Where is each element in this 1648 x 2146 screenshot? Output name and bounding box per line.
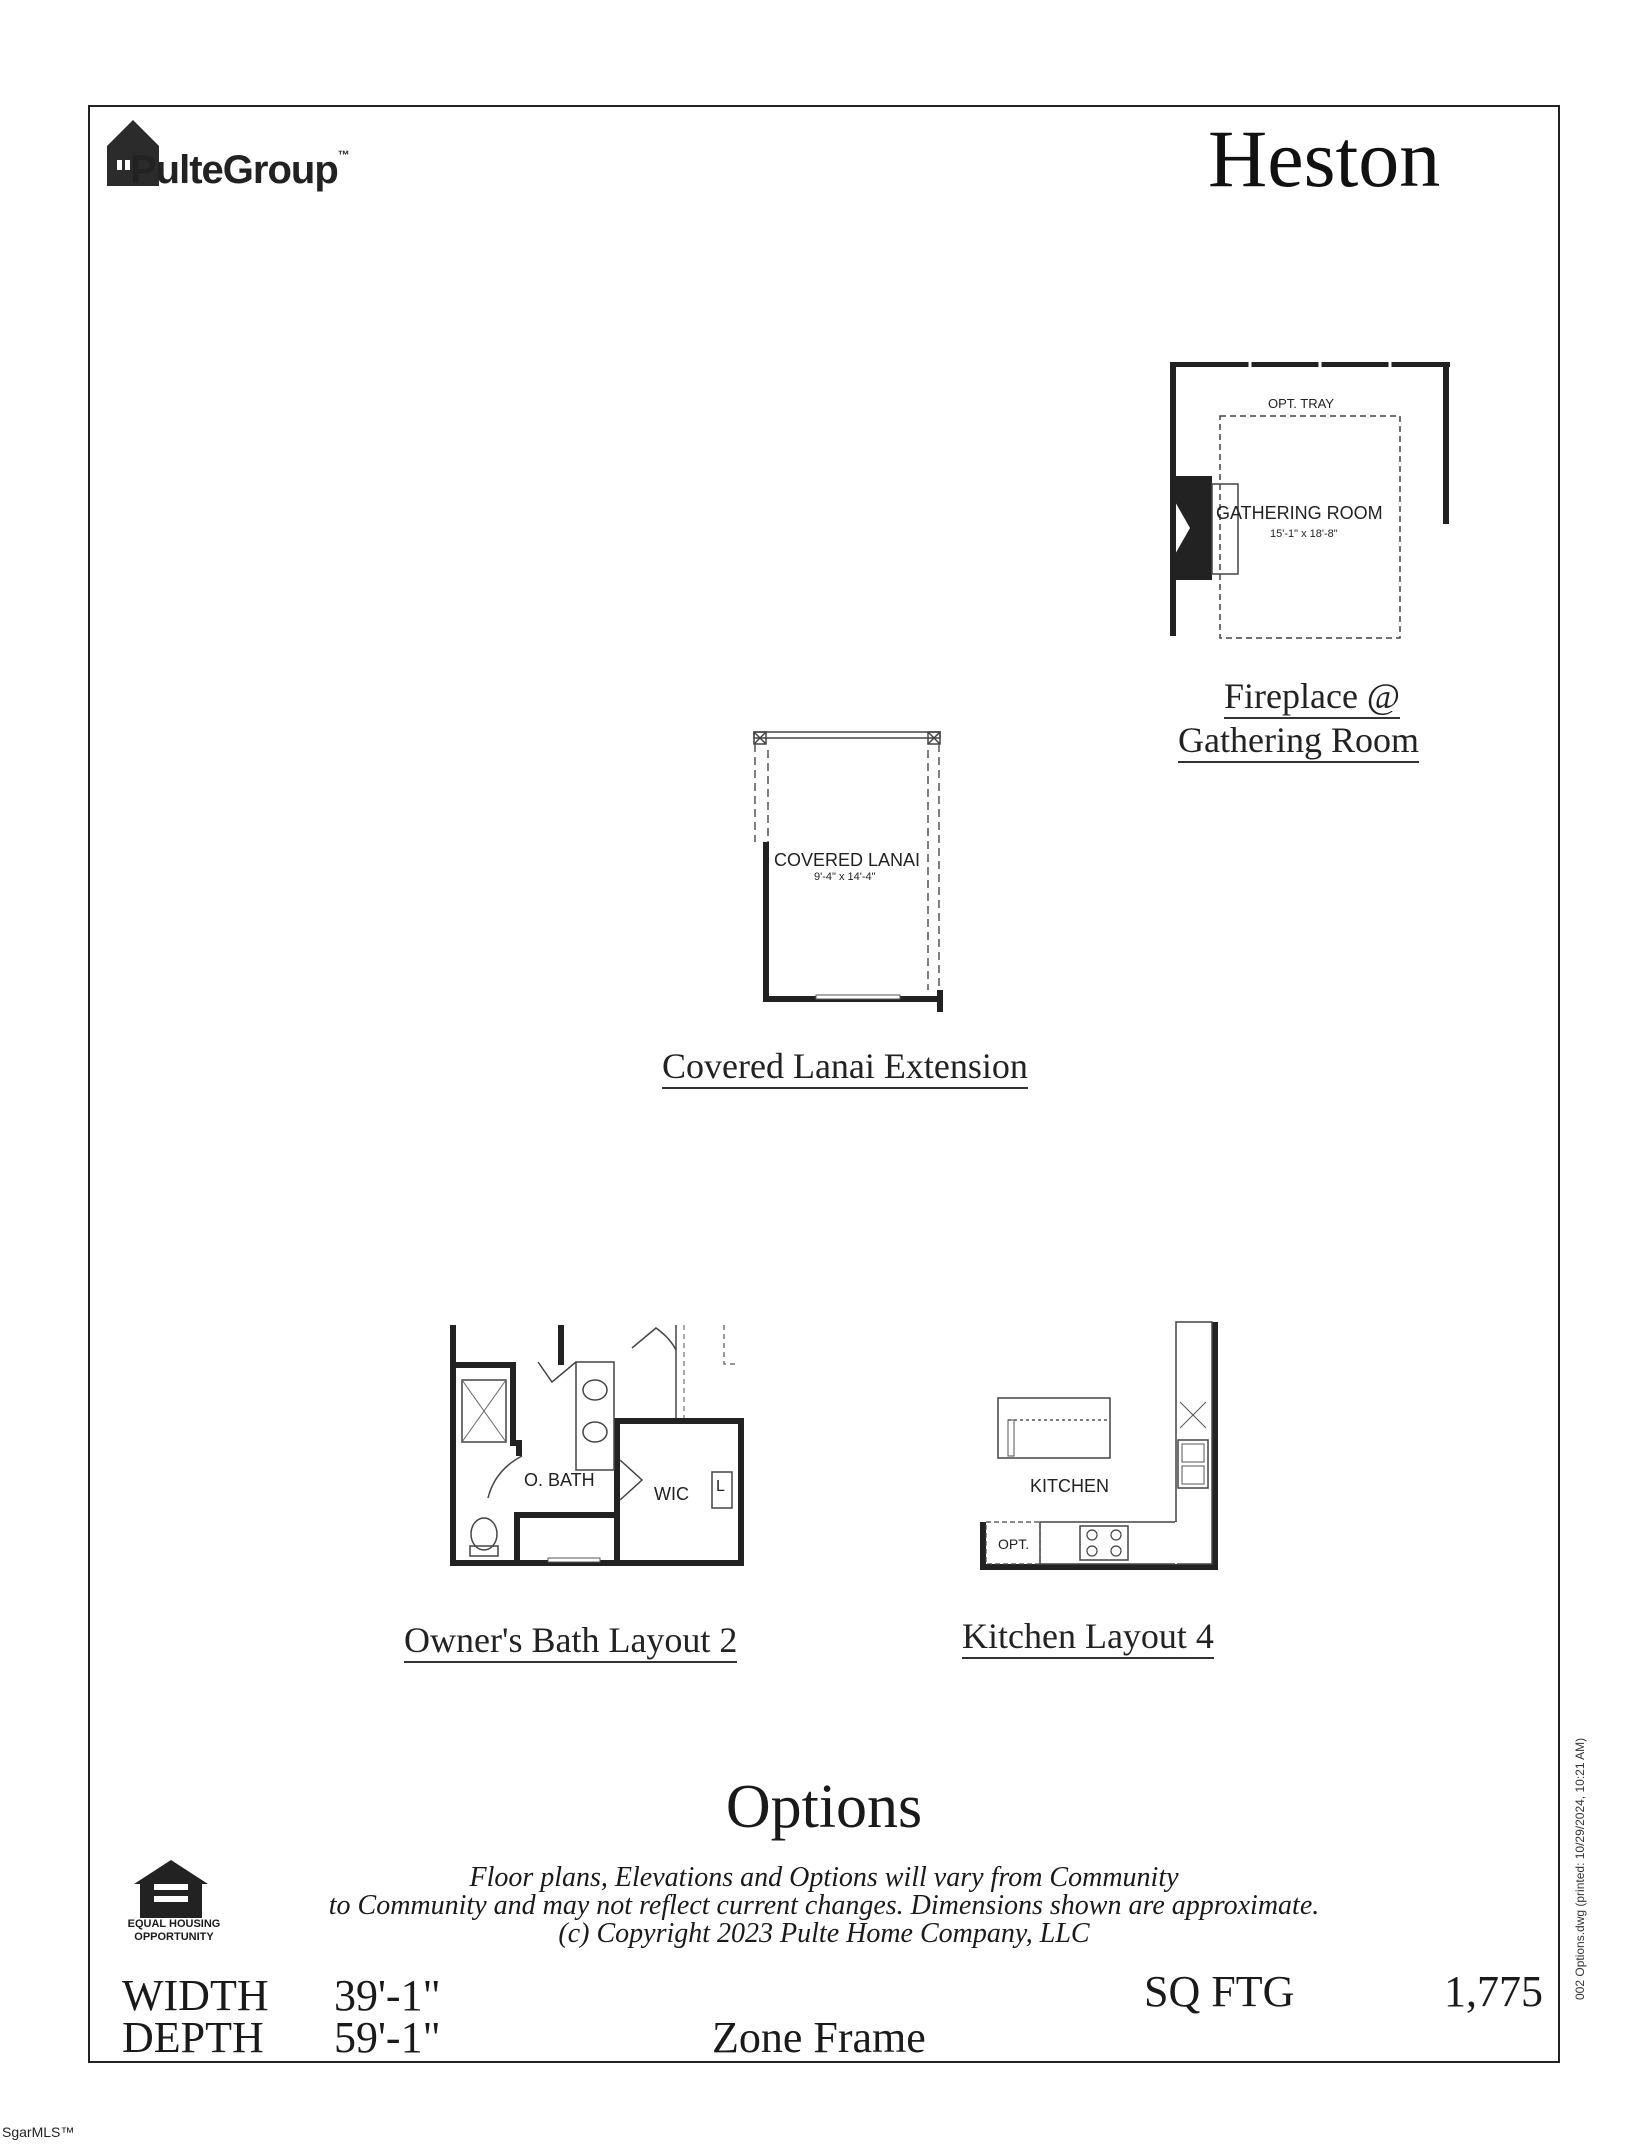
depth-value: 59'-1" [334,2013,441,2062]
kitchen-opt-label: OPT. [998,1536,1030,1552]
kitchen-caption: Kitchen Layout 4 [962,1616,1214,1659]
disclaimer-line3: (c) Copyright 2023 Pulte Home Company, LLC [558,1918,1090,1949]
disclaimer-line2: to Community and may not reflect current changes. Dimensions shown are approximate. [328,1890,1320,1921]
print-stamp: 002 Options.dwg (printed: 10/29/2024, 10:21 AM) [1573,1737,1587,2000]
sqft-value: 1,775 [1444,1967,1543,2016]
covered-lanai-caption: Covered Lanai Extension [662,1046,1028,1089]
depth-label: DEPTH [122,2013,264,2062]
gathering-room-label: GATHERING ROOM [1216,503,1383,523]
fireplace-caption-line1: Fireplace @ [1224,676,1400,719]
equal-housing-text: EQUAL HOUSING OPPORTUNITY [127,1918,221,1943]
fireplace-caption-line2: Gathering Room [1178,720,1419,763]
width-label: WIDTH [122,1971,269,2020]
sqft-label: SQ FTG [1144,1967,1295,2016]
owners-bath-label: O. BATH [524,1470,595,1490]
kitchen-label: KITCHEN [1030,1476,1110,1496]
owners-bath-plan [450,1325,744,1566]
linen-label: L [716,1478,725,1495]
brand-name: PulteGroup™ [130,148,349,192]
options-title: Options [725,1773,923,1841]
owners-bath-caption: Owner's Bath Layout 2 [404,1620,737,1663]
width-value: 39'-1" [334,1971,441,2020]
disclaimer-line1: Floor plans, Elevations and Options will vary from Community [469,1862,1179,1893]
opt-tray-label: OPT. TRAY [1268,396,1334,411]
plan-name: Heston [1208,113,1441,204]
covered-lanai-dimensions: 9'-4" x 14'-4" [814,871,876,883]
walk-in-closet-label: WIC [654,1484,689,1504]
zone-label: Zone Frame [712,2013,926,2062]
kitchen-plan [980,1322,1218,1570]
mls-watermark: SgarMLS™ [2,2124,75,2140]
covered-lanai-label: COVERED LANAI [774,850,921,870]
gathering-room-dimensions: 15'-1" x 18'-8" [1270,528,1338,540]
